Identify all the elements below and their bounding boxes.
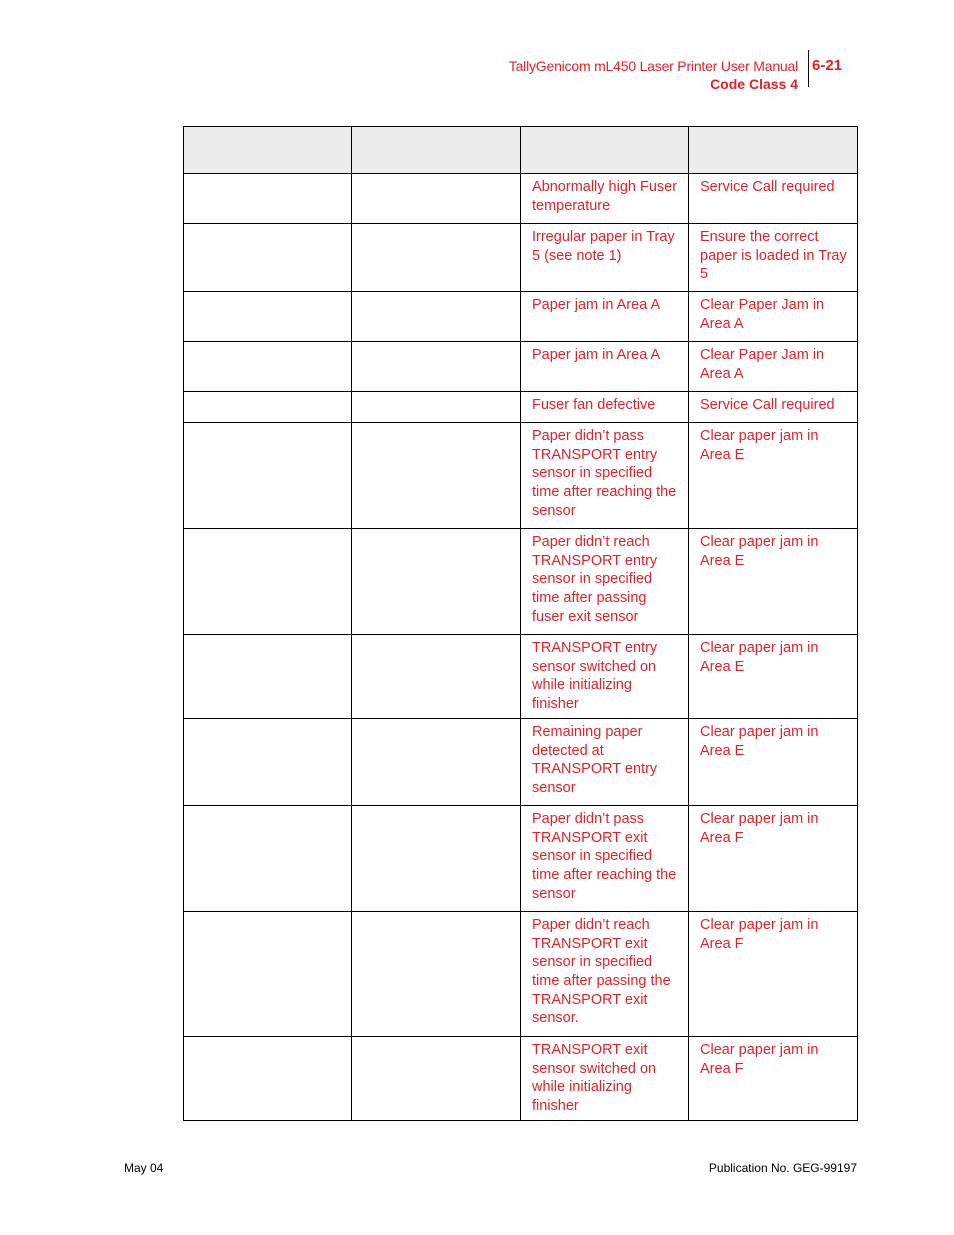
- condition-cell: Abnormally high Fuser temperature: [521, 174, 689, 224]
- empty-cell: [184, 292, 352, 342]
- empty-cell: [352, 911, 521, 1036]
- empty-cell: [184, 805, 352, 911]
- action-cell: Clear paper jam in Area F: [689, 911, 858, 1036]
- action-cell: Clear Paper Jam in Area A: [689, 292, 858, 342]
- condition-cell: Paper didn’t reach TRANSPORT entry sensor in specified time after passing fuser exit sensor: [521, 529, 689, 635]
- condition-cell: TRANSPORT exit sensor switched on while initializing finisher: [521, 1036, 689, 1120]
- action-cell: Clear paper jam in Area F: [689, 805, 858, 911]
- action-cell: Ensure the correct paper is loaded in Tray 5: [689, 224, 858, 292]
- table-row: [184, 805, 858, 911]
- table-row: [184, 292, 858, 342]
- action-cell: Clear paper jam in Area E: [689, 529, 858, 635]
- empty-cell: [352, 635, 521, 719]
- table-row: [184, 392, 858, 423]
- header-divider: [808, 50, 809, 87]
- action-cell: Clear paper jam in Area E: [689, 635, 858, 719]
- condition-cell: Irregular paper in Tray 5 (see note 1): [521, 224, 689, 292]
- empty-cell: [184, 529, 352, 635]
- action-cell: Clear paper jam in Area F: [689, 1036, 858, 1120]
- condition-cell: Paper didn’t pass TRANSPORT exit sensor in specified time after reaching the sensor: [521, 805, 689, 911]
- table-row: [184, 911, 858, 1036]
- empty-cell: [352, 529, 521, 635]
- empty-cell: [184, 423, 352, 529]
- action-cell: Service Call required: [689, 392, 858, 423]
- empty-cell: [184, 635, 352, 719]
- running-header: [509, 57, 798, 93]
- table-row: [184, 529, 858, 635]
- table-header-row: [184, 127, 858, 174]
- table-row: [184, 423, 858, 529]
- code-table: [183, 126, 858, 1121]
- empty-cell: [352, 805, 521, 911]
- empty-cell: [352, 1036, 521, 1120]
- table-row: [184, 718, 858, 805]
- condition-cell: Paper didn’t pass TRANSPORT entry sensor in specified time after reaching the sensor: [521, 423, 689, 529]
- page-number: 6-21: [812, 57, 843, 74]
- condition-cell: TRANSPORT entry sensor switched on while initializing finisher: [521, 635, 689, 719]
- empty-cell: [352, 174, 521, 224]
- empty-cell: [352, 392, 521, 423]
- condition-cell: Paper jam in Area A: [521, 342, 689, 392]
- table-row: [184, 174, 858, 224]
- empty-cell: [352, 718, 521, 805]
- empty-cell: [352, 342, 521, 392]
- empty-cell: [184, 224, 352, 292]
- header-cell-1: [184, 127, 352, 174]
- empty-cell: [352, 292, 521, 342]
- table-row: [184, 224, 858, 292]
- header-cell-2: [352, 127, 521, 174]
- header-cell-3: [521, 127, 689, 174]
- action-cell: Service Call required: [689, 174, 858, 224]
- condition-cell: Paper jam in Area A: [521, 292, 689, 342]
- condition-cell: Fuser fan defective: [521, 392, 689, 423]
- condition-cell: Paper didn’t reach TRANSPORT exit sensor in specified time after passing the TRANSPORT exit sensor.: [521, 911, 689, 1036]
- empty-cell: [352, 423, 521, 529]
- footer-date: May 04: [124, 1161, 164, 1175]
- action-cell: Clear paper jam in Area E: [689, 718, 858, 805]
- empty-cell: [352, 224, 521, 292]
- empty-cell: [184, 392, 352, 423]
- empty-cell: [184, 911, 352, 1036]
- condition-cell: Remaining paper detected at TRANSPORT entry sensor: [521, 718, 689, 805]
- table-row: [184, 1036, 858, 1120]
- action-cell: Clear paper jam in Area E: [689, 423, 858, 529]
- empty-cell: [184, 1036, 352, 1120]
- empty-cell: [184, 174, 352, 224]
- footer-publication: Publication No. GEG-99197: [708, 1161, 857, 1175]
- empty-cell: [184, 342, 352, 392]
- manual-title: TallyGenicom mL450 Laser Printer User Manual: [508, 58, 798, 74]
- empty-cell: [184, 718, 352, 805]
- header-cell-4: [689, 127, 858, 174]
- table-row: [184, 342, 858, 392]
- action-cell: Clear Paper Jam in Area A: [689, 342, 858, 392]
- section-title: Code Class 4: [710, 76, 798, 92]
- table-row: [184, 635, 858, 719]
